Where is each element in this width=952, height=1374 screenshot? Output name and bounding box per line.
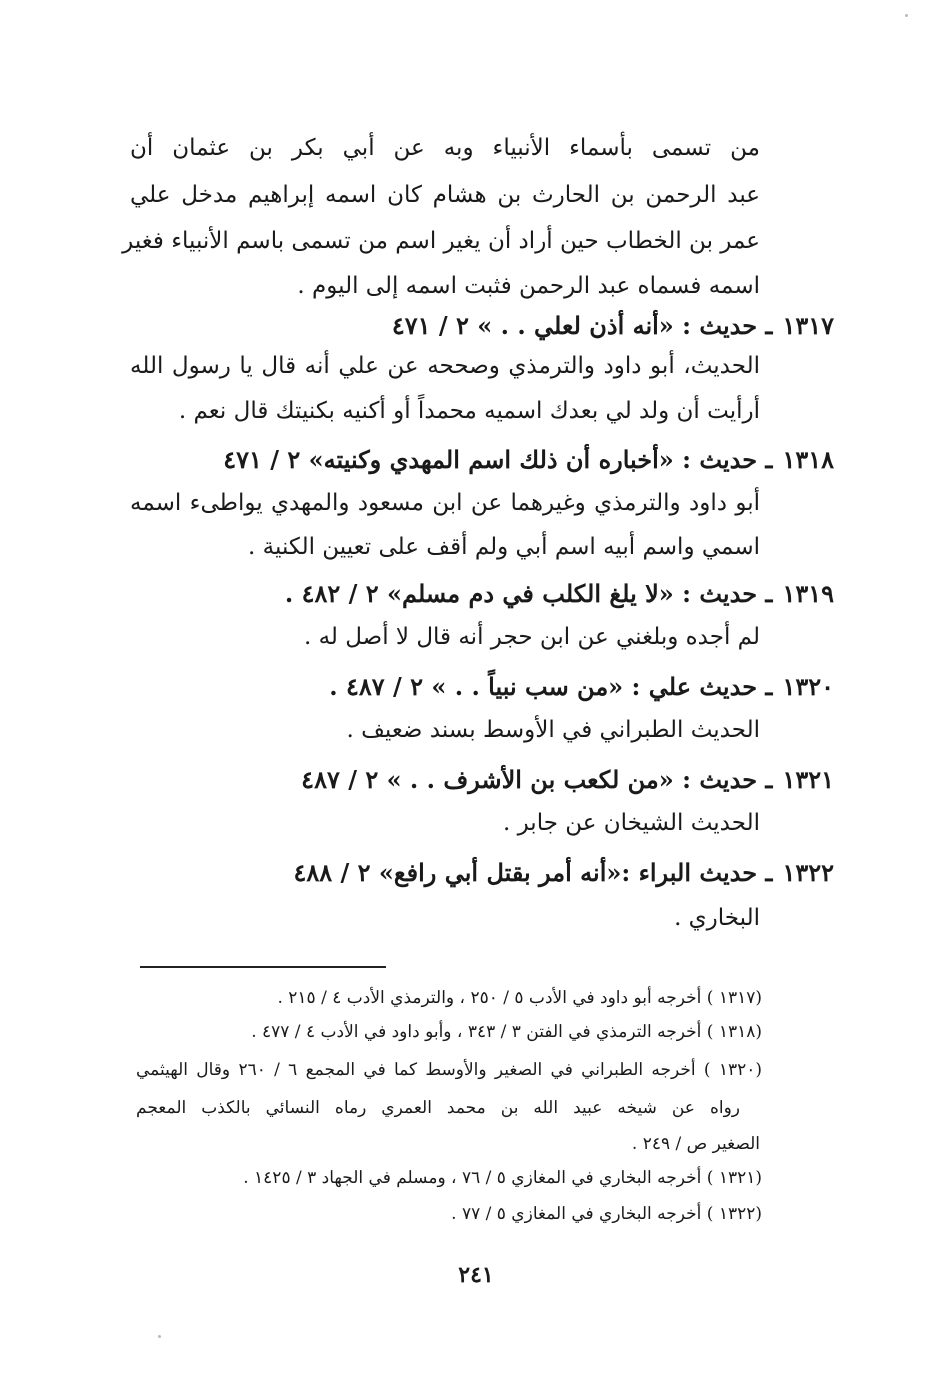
body-line: عبد الرحمن بن الحارث بن هشام كان اسمه إبراهيم مدخل علي xyxy=(130,182,760,208)
hadith-entry-heading xyxy=(392,306,834,346)
footnote-separator xyxy=(140,966,386,968)
entry-line: اسمي واسم أبيه اسم أبي ولم أقف على تعيين الكنية . xyxy=(248,534,760,560)
footnote: (١٣٢٢ ) أخرجه البخاري في المغازي ٥ / ٧٧ . xyxy=(451,1204,762,1224)
hadith-entry-heading xyxy=(293,853,834,893)
entry-line: البخاري . xyxy=(674,905,760,931)
body-line: عمر بن الخطاب حين أراد أن يغير اسم من تسمى باسم الأنبياء فغير xyxy=(122,228,760,254)
entry-line: الحديث، أبو داود والترمذي وصححه عن علي أنه قال يا رسول الله xyxy=(130,353,760,379)
entry-line: أرأيت أن ولد لي بعدك اسميه محمداً أو أكنيه بكنيتك قال نعم . xyxy=(178,398,760,424)
body-line: اسمه فسماه عبد الرحمن فثبت اسمه إلى اليوم . xyxy=(297,273,760,299)
entry-heading-text: ـ حديث : «لا يلغ الكلب في دم مسلم» ٢ / ٤٨٢ . xyxy=(284,579,773,608)
footnote-continuation: الصغير ص / ٢٤٩ . xyxy=(631,1134,760,1154)
footnote: (١٣٢٠ ) أخرجه الطبراني في الصغير والأوسط كما في المجمع ٦ / ٢٦٠ وقال الهيثمي xyxy=(136,1060,762,1080)
hadith-entry-heading xyxy=(223,440,834,480)
entry-number: ١٣٢٢ xyxy=(782,858,834,887)
footnote: (١٣١٧ ) أخرجه أبو داود في الأدب ٥ / ٢٥٠ ، والترمذي الأدب ٤ / ٢١٥ . xyxy=(277,988,762,1008)
hadith-entry-heading xyxy=(301,760,834,800)
hadith-entry-heading xyxy=(329,667,834,707)
footnote: (١٣١٨ ) أخرجه الترمذي في الفتن ٣ / ٣٤٣ ، وأبو داود في الأدب ٤ / ٤٧٧ . xyxy=(251,1022,762,1042)
entry-heading-text: ـ حديث : «أنه أذن لعلي . . » ٢ / ٤٧١ xyxy=(391,311,773,340)
entry-heading-text: ـ حديث البراء :«أنه أمر بقتل أبي رافع» ٢ / ٤٨٨ xyxy=(293,858,773,887)
entry-number: ١٣١٧ xyxy=(782,311,834,340)
entry-number: ١٣٢٠ xyxy=(782,672,834,701)
entry-heading-text: ـ حديث : «من لكعب بن الأشرف . . » ٢ / ٤٨٧ xyxy=(301,765,773,794)
hadith-entry-heading xyxy=(285,574,834,614)
entry-line: أبو داود والترمذي وغيرهما عن ابن مسعود والمهدي يواطىء اسمه xyxy=(130,490,760,516)
entry-number: ١٣١٨ xyxy=(782,445,834,474)
body-line: من تسمى بأسماء الأنبياء وبه عن أبي بكر بن عثمان أن xyxy=(130,135,760,161)
scan-speck xyxy=(905,14,908,17)
entry-line: لم أجده وبلغني عن ابن حجر أنه قال لا أصل له . xyxy=(303,624,760,650)
entry-number: ١٣٢١ xyxy=(782,765,834,794)
page-number: ٢٤١ xyxy=(458,1262,494,1288)
entry-heading-text: ـ حديث : «أخباره أن ذلك اسم المهدي وكنيته» ٢ / ٤٧١ xyxy=(223,445,773,474)
scan-speck xyxy=(158,1335,161,1338)
footnote: (١٣٢١ ) أخرجه البخاري في المغازي ٥ / ٧٦ ، ومسلم في الجهاد ٣ / ١٤٢٥ . xyxy=(243,1168,762,1188)
entry-number: ١٣١٩ xyxy=(782,579,834,608)
entry-heading-text: ـ حديث علي : «من سب نبياً . . » ٢ / ٤٨٧ . xyxy=(329,672,773,701)
entry-line: الحديث الطبراني في الأوسط بسند ضعيف . xyxy=(346,717,760,743)
footnote-continuation: رواه عن شيخه عبيد الله بن محمد العمري رماه النسائي بالكذب المعجم xyxy=(136,1098,740,1118)
entry-line: الحديث الشيخان عن جابر . xyxy=(502,810,760,836)
